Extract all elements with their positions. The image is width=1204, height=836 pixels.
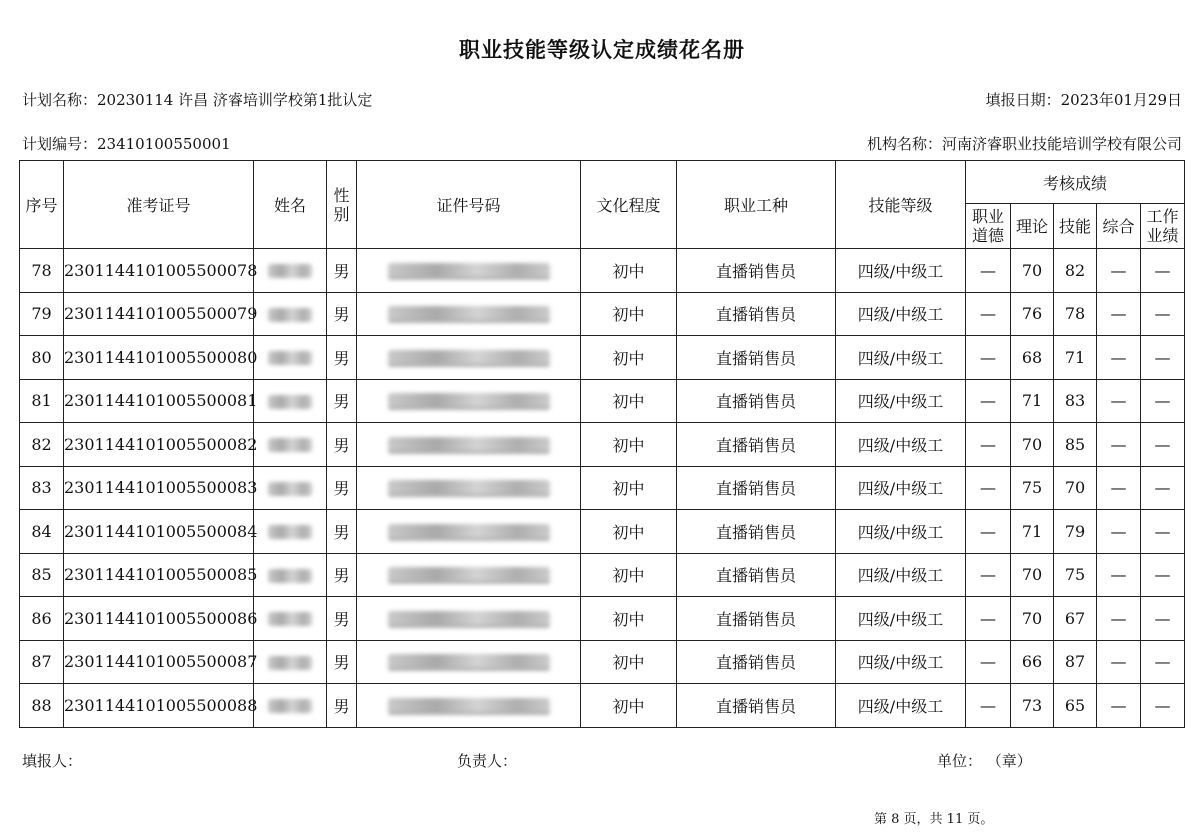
cell-ethics: — — [966, 249, 1011, 293]
cell-exam-no: 2301144101005500084 — [64, 510, 254, 554]
cell-seq: 84 — [20, 510, 64, 554]
redacted-id-number — [388, 567, 550, 584]
cell-theory: 70 — [1011, 249, 1054, 293]
cell-gender: 男 — [327, 423, 357, 467]
cell-ethics: — — [966, 292, 1011, 336]
cell-education: 初中 — [581, 249, 677, 293]
header-id-no: 证件号码 — [357, 161, 581, 249]
cell-comprehensive: — — [1097, 249, 1141, 293]
filler-label: 填报人： — [22, 752, 83, 770]
cell-theory: 76 — [1011, 292, 1054, 336]
cell-gender: 男 — [327, 292, 357, 336]
cell-skill: 87 — [1054, 640, 1097, 684]
cell-gender: 男 — [327, 684, 357, 728]
cell-level: 四级/中级工 — [836, 597, 966, 641]
cell-education: 初中 — [581, 553, 677, 597]
cell-comprehensive: — — [1097, 510, 1141, 554]
cell-exam-no: 2301144101005500086 — [64, 597, 254, 641]
cell-id-no — [357, 553, 581, 597]
cell-comprehensive: — — [1097, 466, 1141, 510]
cell-work-performance: — — [1141, 597, 1185, 641]
redacted-name — [268, 438, 312, 452]
cell-work-performance: — — [1141, 640, 1185, 684]
page-indicator: 第 8 页，共 11 页。 — [874, 812, 994, 827]
cell-occupation: 直播销售员 — [677, 510, 836, 554]
cell-exam-no: 2301144101005500082 — [64, 423, 254, 467]
cell-comprehensive: — — [1097, 423, 1141, 467]
cell-work-performance: — — [1141, 379, 1185, 423]
cell-name — [254, 640, 327, 684]
cell-exam-no: 2301144101005500088 — [64, 684, 254, 728]
cell-education: 初中 — [581, 423, 677, 467]
cell-name — [254, 292, 327, 336]
cell-seq: 82 — [20, 423, 64, 467]
header-education: 文化程度 — [581, 161, 677, 249]
cell-ethics: — — [966, 423, 1011, 467]
redacted-name — [268, 656, 312, 670]
redacted-id-number — [388, 654, 550, 671]
cell-id-no — [357, 466, 581, 510]
table-row — [20, 249, 1185, 293]
cell-name — [254, 553, 327, 597]
cell-name — [254, 466, 327, 510]
table-row — [20, 292, 1185, 336]
cell-comprehensive: — — [1097, 379, 1141, 423]
cell-occupation: 直播销售员 — [677, 684, 836, 728]
header-work-performance: 工作业绩 — [1141, 204, 1185, 249]
cell-skill: 67 — [1054, 597, 1097, 641]
cell-gender: 男 — [327, 336, 357, 380]
cell-theory: 71 — [1011, 379, 1054, 423]
header-seq: 序号 — [20, 161, 64, 249]
cell-exam-no: 2301144101005500080 — [64, 336, 254, 380]
header-theory: 理论 — [1011, 204, 1054, 249]
cell-id-no — [357, 597, 581, 641]
redacted-id-number — [388, 350, 550, 367]
cell-seq: 78 — [20, 249, 64, 293]
cell-occupation: 直播销售员 — [677, 597, 836, 641]
cell-ethics: — — [966, 553, 1011, 597]
table-row — [20, 336, 1185, 380]
cell-id-no — [357, 423, 581, 467]
cell-id-no — [357, 379, 581, 423]
cell-theory: 68 — [1011, 336, 1054, 380]
cell-education: 初中 — [581, 510, 677, 554]
cell-exam-no: 2301144101005500079 — [64, 292, 254, 336]
score-roster-table — [19, 160, 1185, 728]
cell-gender: 男 — [327, 553, 357, 597]
organization-name: 机构名称：河南济睿职业技能培训学校有限公司 — [866, 135, 1182, 153]
cell-theory: 75 — [1011, 466, 1054, 510]
redacted-id-number — [388, 524, 550, 541]
redacted-name — [268, 264, 312, 278]
table-row — [20, 553, 1185, 597]
redacted-id-number — [388, 393, 550, 410]
cell-seq: 85 — [20, 553, 64, 597]
cell-id-no — [357, 249, 581, 293]
cell-occupation: 直播销售员 — [677, 249, 836, 293]
cell-skill: 65 — [1054, 684, 1097, 728]
cell-education: 初中 — [581, 336, 677, 380]
cell-ethics: — — [966, 336, 1011, 380]
plan-number: 计划编号：23410100550001 — [22, 135, 231, 153]
cell-ethics: — — [966, 510, 1011, 554]
cell-skill: 78 — [1054, 292, 1097, 336]
cell-work-performance: — — [1141, 684, 1185, 728]
table-row — [20, 684, 1185, 728]
cell-name — [254, 684, 327, 728]
cell-name — [254, 336, 327, 380]
cell-comprehensive: — — [1097, 292, 1141, 336]
redacted-id-number — [388, 698, 550, 715]
header-level: 技能等级 — [836, 161, 966, 249]
cell-education: 初中 — [581, 379, 677, 423]
cell-seq: 88 — [20, 684, 64, 728]
fill-date: 填报日期：2023年01月29日 — [985, 91, 1182, 109]
cell-seq: 83 — [20, 466, 64, 510]
cell-level: 四级/中级工 — [836, 423, 966, 467]
cell-comprehensive: — — [1097, 684, 1141, 728]
cell-ethics: — — [966, 466, 1011, 510]
cell-exam-no: 2301144101005500085 — [64, 553, 254, 597]
redacted-name — [268, 569, 312, 583]
cell-work-performance: — — [1141, 336, 1185, 380]
cell-theory: 71 — [1011, 510, 1054, 554]
cell-seq: 80 — [20, 336, 64, 380]
plan-name: 计划名称：20230114 许昌 济睿培训学校第1批认定 — [22, 91, 373, 109]
cell-id-no — [357, 510, 581, 554]
redacted-id-number — [388, 306, 550, 323]
cell-exam-no: 2301144101005500078 — [64, 249, 254, 293]
cell-id-no — [357, 292, 581, 336]
redacted-id-number — [388, 263, 550, 280]
cell-seq: 86 — [20, 597, 64, 641]
header-exam-no: 准考证号 — [64, 161, 254, 249]
redacted-id-number — [388, 611, 550, 628]
header-gender: 性别 — [327, 161, 357, 249]
cell-level: 四级/中级工 — [836, 640, 966, 684]
redacted-name — [268, 482, 312, 496]
cell-exam-no: 2301144101005500083 — [64, 466, 254, 510]
cell-gender: 男 — [327, 379, 357, 423]
cell-gender: 男 — [327, 597, 357, 641]
cell-skill: 82 — [1054, 249, 1097, 293]
header-comprehensive: 综合 — [1097, 204, 1141, 249]
cell-comprehensive: — — [1097, 553, 1141, 597]
cell-work-performance: — — [1141, 553, 1185, 597]
cell-name — [254, 510, 327, 554]
cell-exam-no: 2301144101005500087 — [64, 640, 254, 684]
cell-occupation: 直播销售员 — [677, 466, 836, 510]
cell-theory: 70 — [1011, 553, 1054, 597]
redacted-name — [268, 351, 312, 365]
responsible-label: 负责人： — [457, 752, 518, 770]
cell-id-no — [357, 684, 581, 728]
redacted-name — [268, 395, 312, 409]
cell-occupation: 直播销售员 — [677, 379, 836, 423]
cell-name — [254, 597, 327, 641]
cell-work-performance: — — [1141, 249, 1185, 293]
header-name: 姓名 — [254, 161, 327, 249]
table-row — [20, 379, 1185, 423]
table-row — [20, 640, 1185, 684]
cell-education: 初中 — [581, 684, 677, 728]
cell-level: 四级/中级工 — [836, 292, 966, 336]
page-title: 职业技能等级认定成绩花名册 — [459, 37, 745, 62]
cell-ethics: — — [966, 640, 1011, 684]
cell-seq: 87 — [20, 640, 64, 684]
cell-theory: 70 — [1011, 597, 1054, 641]
unit-seal-label: 单位： （章） — [937, 752, 1032, 770]
cell-education: 初中 — [581, 597, 677, 641]
cell-name — [254, 379, 327, 423]
cell-comprehensive: — — [1097, 336, 1141, 380]
cell-id-no — [357, 336, 581, 380]
cell-skill: 71 — [1054, 336, 1097, 380]
cell-comprehensive: — — [1097, 640, 1141, 684]
cell-skill: 85 — [1054, 423, 1097, 467]
cell-level: 四级/中级工 — [836, 684, 966, 728]
table-row — [20, 597, 1185, 641]
header-occupation: 职业工种 — [677, 161, 836, 249]
redacted-name — [268, 612, 312, 626]
cell-occupation: 直播销售员 — [677, 336, 836, 380]
cell-id-no — [357, 640, 581, 684]
cell-skill: 75 — [1054, 553, 1097, 597]
table-row — [20, 423, 1185, 467]
cell-work-performance: — — [1141, 423, 1185, 467]
cell-seq: 79 — [20, 292, 64, 336]
cell-level: 四级/中级工 — [836, 553, 966, 597]
cell-comprehensive: — — [1097, 597, 1141, 641]
cell-level: 四级/中级工 — [836, 249, 966, 293]
cell-gender: 男 — [327, 249, 357, 293]
header-scores: 考核成绩 — [966, 161, 1185, 204]
cell-name — [254, 423, 327, 467]
cell-skill: 70 — [1054, 466, 1097, 510]
redacted-name — [268, 308, 312, 322]
cell-gender: 男 — [327, 510, 357, 554]
cell-occupation: 直播销售员 — [677, 553, 836, 597]
cell-education: 初中 — [581, 292, 677, 336]
cell-work-performance: — — [1141, 466, 1185, 510]
cell-theory: 70 — [1011, 423, 1054, 467]
cell-skill: 79 — [1054, 510, 1097, 554]
cell-work-performance: — — [1141, 292, 1185, 336]
cell-theory: 73 — [1011, 684, 1054, 728]
redacted-id-number — [388, 480, 550, 497]
cell-level: 四级/中级工 — [836, 466, 966, 510]
cell-gender: 男 — [327, 640, 357, 684]
cell-ethics: — — [966, 379, 1011, 423]
redacted-name — [268, 699, 312, 713]
redacted-id-number — [388, 437, 550, 454]
header-skill: 技能 — [1054, 204, 1097, 249]
cell-theory: 66 — [1011, 640, 1054, 684]
cell-gender: 男 — [327, 466, 357, 510]
header-ethics: 职业道德 — [966, 204, 1011, 249]
table-row — [20, 510, 1185, 554]
cell-exam-no: 2301144101005500081 — [64, 379, 254, 423]
cell-level: 四级/中级工 — [836, 510, 966, 554]
cell-skill: 83 — [1054, 379, 1097, 423]
cell-occupation: 直播销售员 — [677, 640, 836, 684]
cell-level: 四级/中级工 — [836, 336, 966, 380]
table-row — [20, 466, 1185, 510]
cell-seq: 81 — [20, 379, 64, 423]
redacted-name — [268, 525, 312, 539]
cell-name — [254, 249, 327, 293]
cell-occupation: 直播销售员 — [677, 423, 836, 467]
cell-occupation: 直播销售员 — [677, 292, 836, 336]
cell-ethics: — — [966, 684, 1011, 728]
cell-education: 初中 — [581, 466, 677, 510]
cell-education: 初中 — [581, 640, 677, 684]
cell-work-performance: — — [1141, 510, 1185, 554]
cell-level: 四级/中级工 — [836, 379, 966, 423]
cell-ethics: — — [966, 597, 1011, 641]
